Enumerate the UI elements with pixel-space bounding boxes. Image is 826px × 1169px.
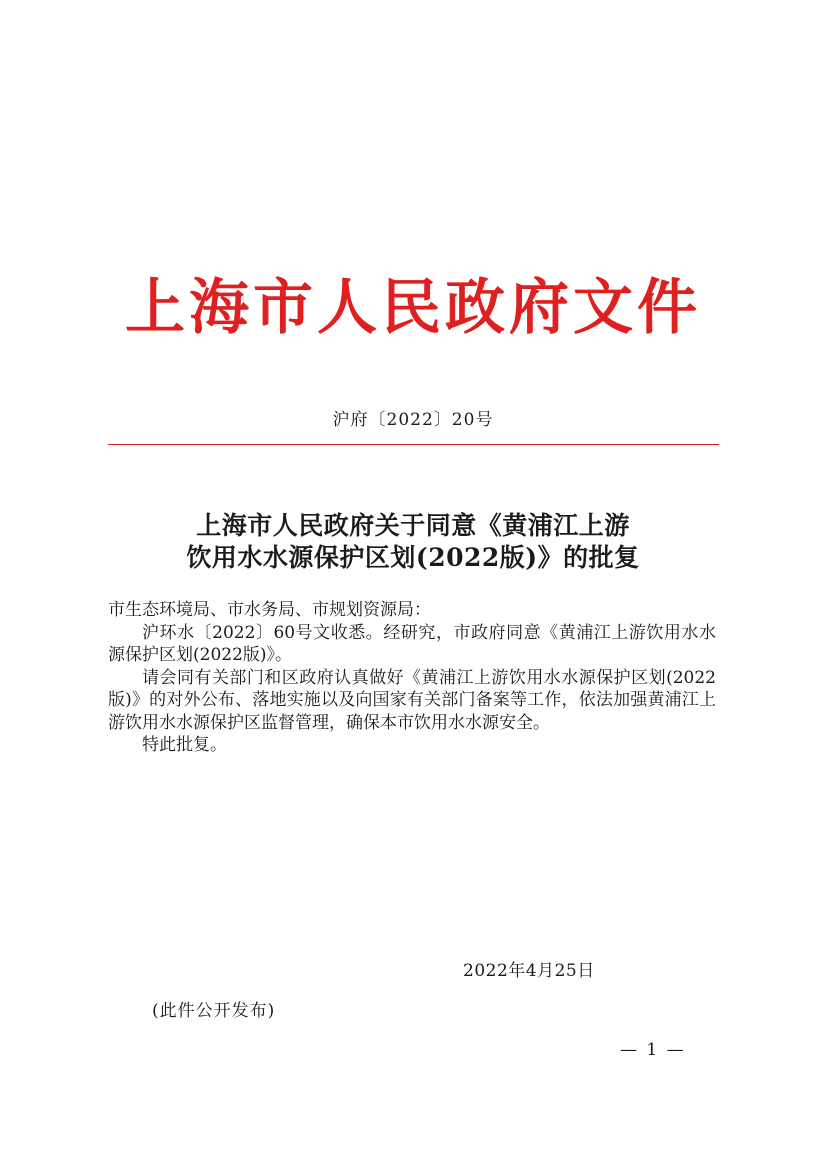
document-number: 沪府〔2022〕20号 [332, 410, 494, 430]
red-separator-line [108, 444, 719, 445]
publish-note: (此件公开发布) [152, 1001, 276, 1021]
body-paragraph-3: 特此批复。 [142, 735, 227, 755]
document-title [0, 510, 826, 574]
document-masthead: 上海市人民政府文件 [125, 273, 701, 343]
body-paragraph-2: 请会同有关部门和区政府认真做好《黄浦江上游饮用水水源保护区划(2022版)》的对外公布、落地实施以及向国家有关部门备案等工作，依法加强黄浦江上游饮用水水源保护区监督管理，确保本市饮用水水源安全。 [108, 667, 716, 733]
title-line-1: 上海市人民政府关于同意《黄浦江上游 [196, 511, 630, 540]
title-line-2: 饮用水水源保护区划(2022版)》的批复 [186, 543, 640, 572]
document-body [108, 599, 716, 757]
page-number: — 1 — [620, 1040, 686, 1060]
body-paragraph-1: 沪环水〔2022〕60号文收悉。经研究，市政府同意《黄浦江上游饮用水水源保护区划(2022版)》。 [108, 622, 716, 665]
issue-date: 2022年4月25日 [463, 961, 595, 981]
addressee: 市生态环境局、市水务局、市规划资源局： [108, 600, 431, 620]
